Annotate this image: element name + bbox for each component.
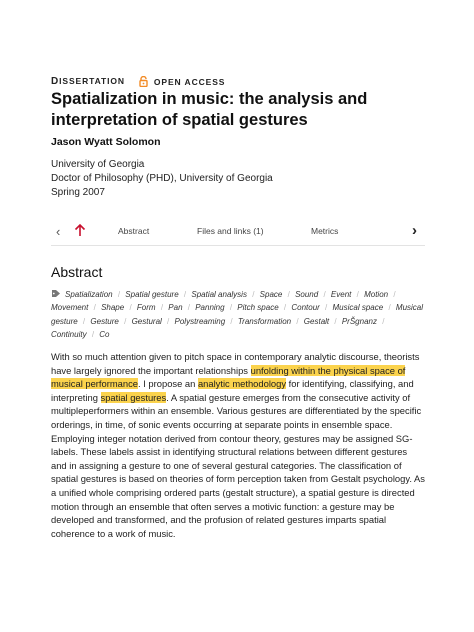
- keyword-tag[interactable]: Spatial gesture: [125, 290, 179, 299]
- abstract-segment: for identifying, classifying, and interpreting: [51, 378, 414, 403]
- keyword-tag[interactable]: Sound: [295, 290, 319, 299]
- keyword-separator: /: [187, 303, 190, 313]
- keyword-tag[interactable]: Event: [330, 290, 352, 299]
- highlighted-phrase: unfolding within the physical space of musical performance: [51, 364, 406, 390]
- keyword-separator: /: [183, 290, 187, 299]
- record-type: DISSERTATION: [51, 76, 125, 87]
- keyword-tag[interactable]: Form: [136, 303, 156, 313]
- affiliation-block: [51, 158, 273, 200]
- unlock-icon: [139, 76, 148, 87]
- keyword-separator: /: [325, 303, 328, 313]
- keyword-list: [51, 288, 425, 342]
- keyword-separator: /: [283, 303, 287, 313]
- keyword-separator: /: [91, 330, 95, 340]
- keyword-separator: /: [334, 316, 337, 326]
- abstract-segment: With so much attention given to pitch space in contemporary analytic discourse, theorists have largely ignored the important relationships: [51, 351, 420, 376]
- chevron-right-icon[interactable]: ›: [412, 222, 417, 239]
- keyword-separator: /: [296, 316, 299, 326]
- tab-files-and-links[interactable]: Files and links (1): [197, 226, 264, 236]
- keyword-separator: /: [124, 316, 127, 326]
- keyword-separator: /: [129, 303, 132, 313]
- date: Spring 2007: [51, 187, 105, 198]
- keyword-separator: /: [230, 316, 233, 326]
- chevron-left-icon[interactable]: ‹: [56, 224, 61, 239]
- tab-metrics[interactable]: Metrics: [311, 226, 339, 236]
- keyword-tag[interactable]: Panning: [195, 303, 225, 313]
- record-meta: [51, 76, 225, 87]
- keyword-tag[interactable]: Continuity: [51, 330, 87, 340]
- keyword-tag[interactable]: Spatial analysis: [191, 290, 247, 299]
- keyword-separator: /: [160, 303, 164, 313]
- keyword-tag[interactable]: Co: [99, 330, 110, 340]
- abstract-segment: . I propose an: [138, 378, 198, 390]
- keyword-separator: /: [117, 290, 121, 299]
- tab-abstract[interactable]: Abstract: [118, 226, 150, 236]
- keyword-tag[interactable]: Gestural: [131, 316, 162, 326]
- keyword-tag[interactable]: Shape: [101, 303, 125, 313]
- keyword-tag[interactable]: Pan: [168, 303, 183, 313]
- keyword-tag[interactable]: Transformation: [237, 316, 292, 326]
- keyword-separator: /: [388, 303, 391, 313]
- keyword-separator: /: [323, 290, 326, 299]
- keyword-separator: /: [252, 290, 255, 299]
- open-access-badge: [139, 76, 225, 87]
- keyword-separator: /: [382, 316, 385, 326]
- keyword-separator: /: [287, 290, 290, 299]
- keyword-tag[interactable]: Musical gesture: [51, 303, 424, 326]
- keyword-tag[interactable]: Pitch space: [237, 303, 279, 313]
- keyword-separator: /: [229, 303, 233, 313]
- degree: Doctor of Philosophy (PHD), University of Georgia: [51, 173, 273, 184]
- open-access-label: OPEN ACCESS: [153, 76, 226, 87]
- keyword-tag[interactable]: Polystreaming: [174, 316, 226, 326]
- author-link[interactable]: Jason Wyatt Solomon: [51, 136, 161, 148]
- keyword-tag[interactable]: Gesture: [90, 316, 119, 326]
- keyword-tag[interactable]: PrŠgnanz: [341, 316, 377, 326]
- page-title: Spatialization in music: the analysis and interpretation of spatial gestures: [51, 90, 368, 129]
- keyword-separator: /: [93, 303, 96, 313]
- keyword-tag[interactable]: Contour: [291, 303, 320, 313]
- arrow-up-icon[interactable]: [74, 223, 86, 237]
- highlighted-phrase: analytic methodology: [197, 378, 287, 390]
- keyword-tag[interactable]: Gestalt: [303, 316, 330, 326]
- keyword-separator: /: [82, 316, 86, 326]
- keyword-tag[interactable]: Movement: [51, 303, 89, 313]
- tag-icon: [51, 289, 61, 298]
- keyword-separator: /: [393, 290, 396, 299]
- abstract-segment: . A spatial gesture emerges from the consecutive activity of multipleperformers within an ensemble. Various gestures are differentiated by the specific orderings, in time, of sonic events occurring at separate points in ensemble space. Employing integer notation derived from contour theory, gestures may be assigned SG-labels. These labels assist in identifying structural relations between different gestures and in assigning a gesture to one of several gestural categories. The classification of spatial gestures is based on theories of form perception taken from Gestalt psychology. As a unified whole comprising ordered parts (gestalt structure), a spatial gesture is directed motion through an ensemble that often serves a motivic function: a gesture may be developed and transformed, and the profusion of related gestures imparts spatial coherence to a work of music.: [51, 391, 425, 539]
- institution: University of Georgia: [51, 159, 145, 170]
- keyword-tag[interactable]: Musical space: [332, 303, 384, 313]
- keyword-tag[interactable]: Spatialization: [65, 290, 113, 299]
- abstract-text: [51, 350, 425, 540]
- keyword-separator: /: [356, 290, 359, 299]
- keyword-separator: /: [167, 316, 170, 326]
- abstract-heading: Abstract: [51, 264, 103, 280]
- keyword-tag[interactable]: Motion: [364, 290, 389, 299]
- highlighted-phrase: spatial gestures: [100, 391, 167, 403]
- keyword-tag[interactable]: Space: [259, 290, 283, 299]
- section-tabs: [51, 219, 425, 246]
